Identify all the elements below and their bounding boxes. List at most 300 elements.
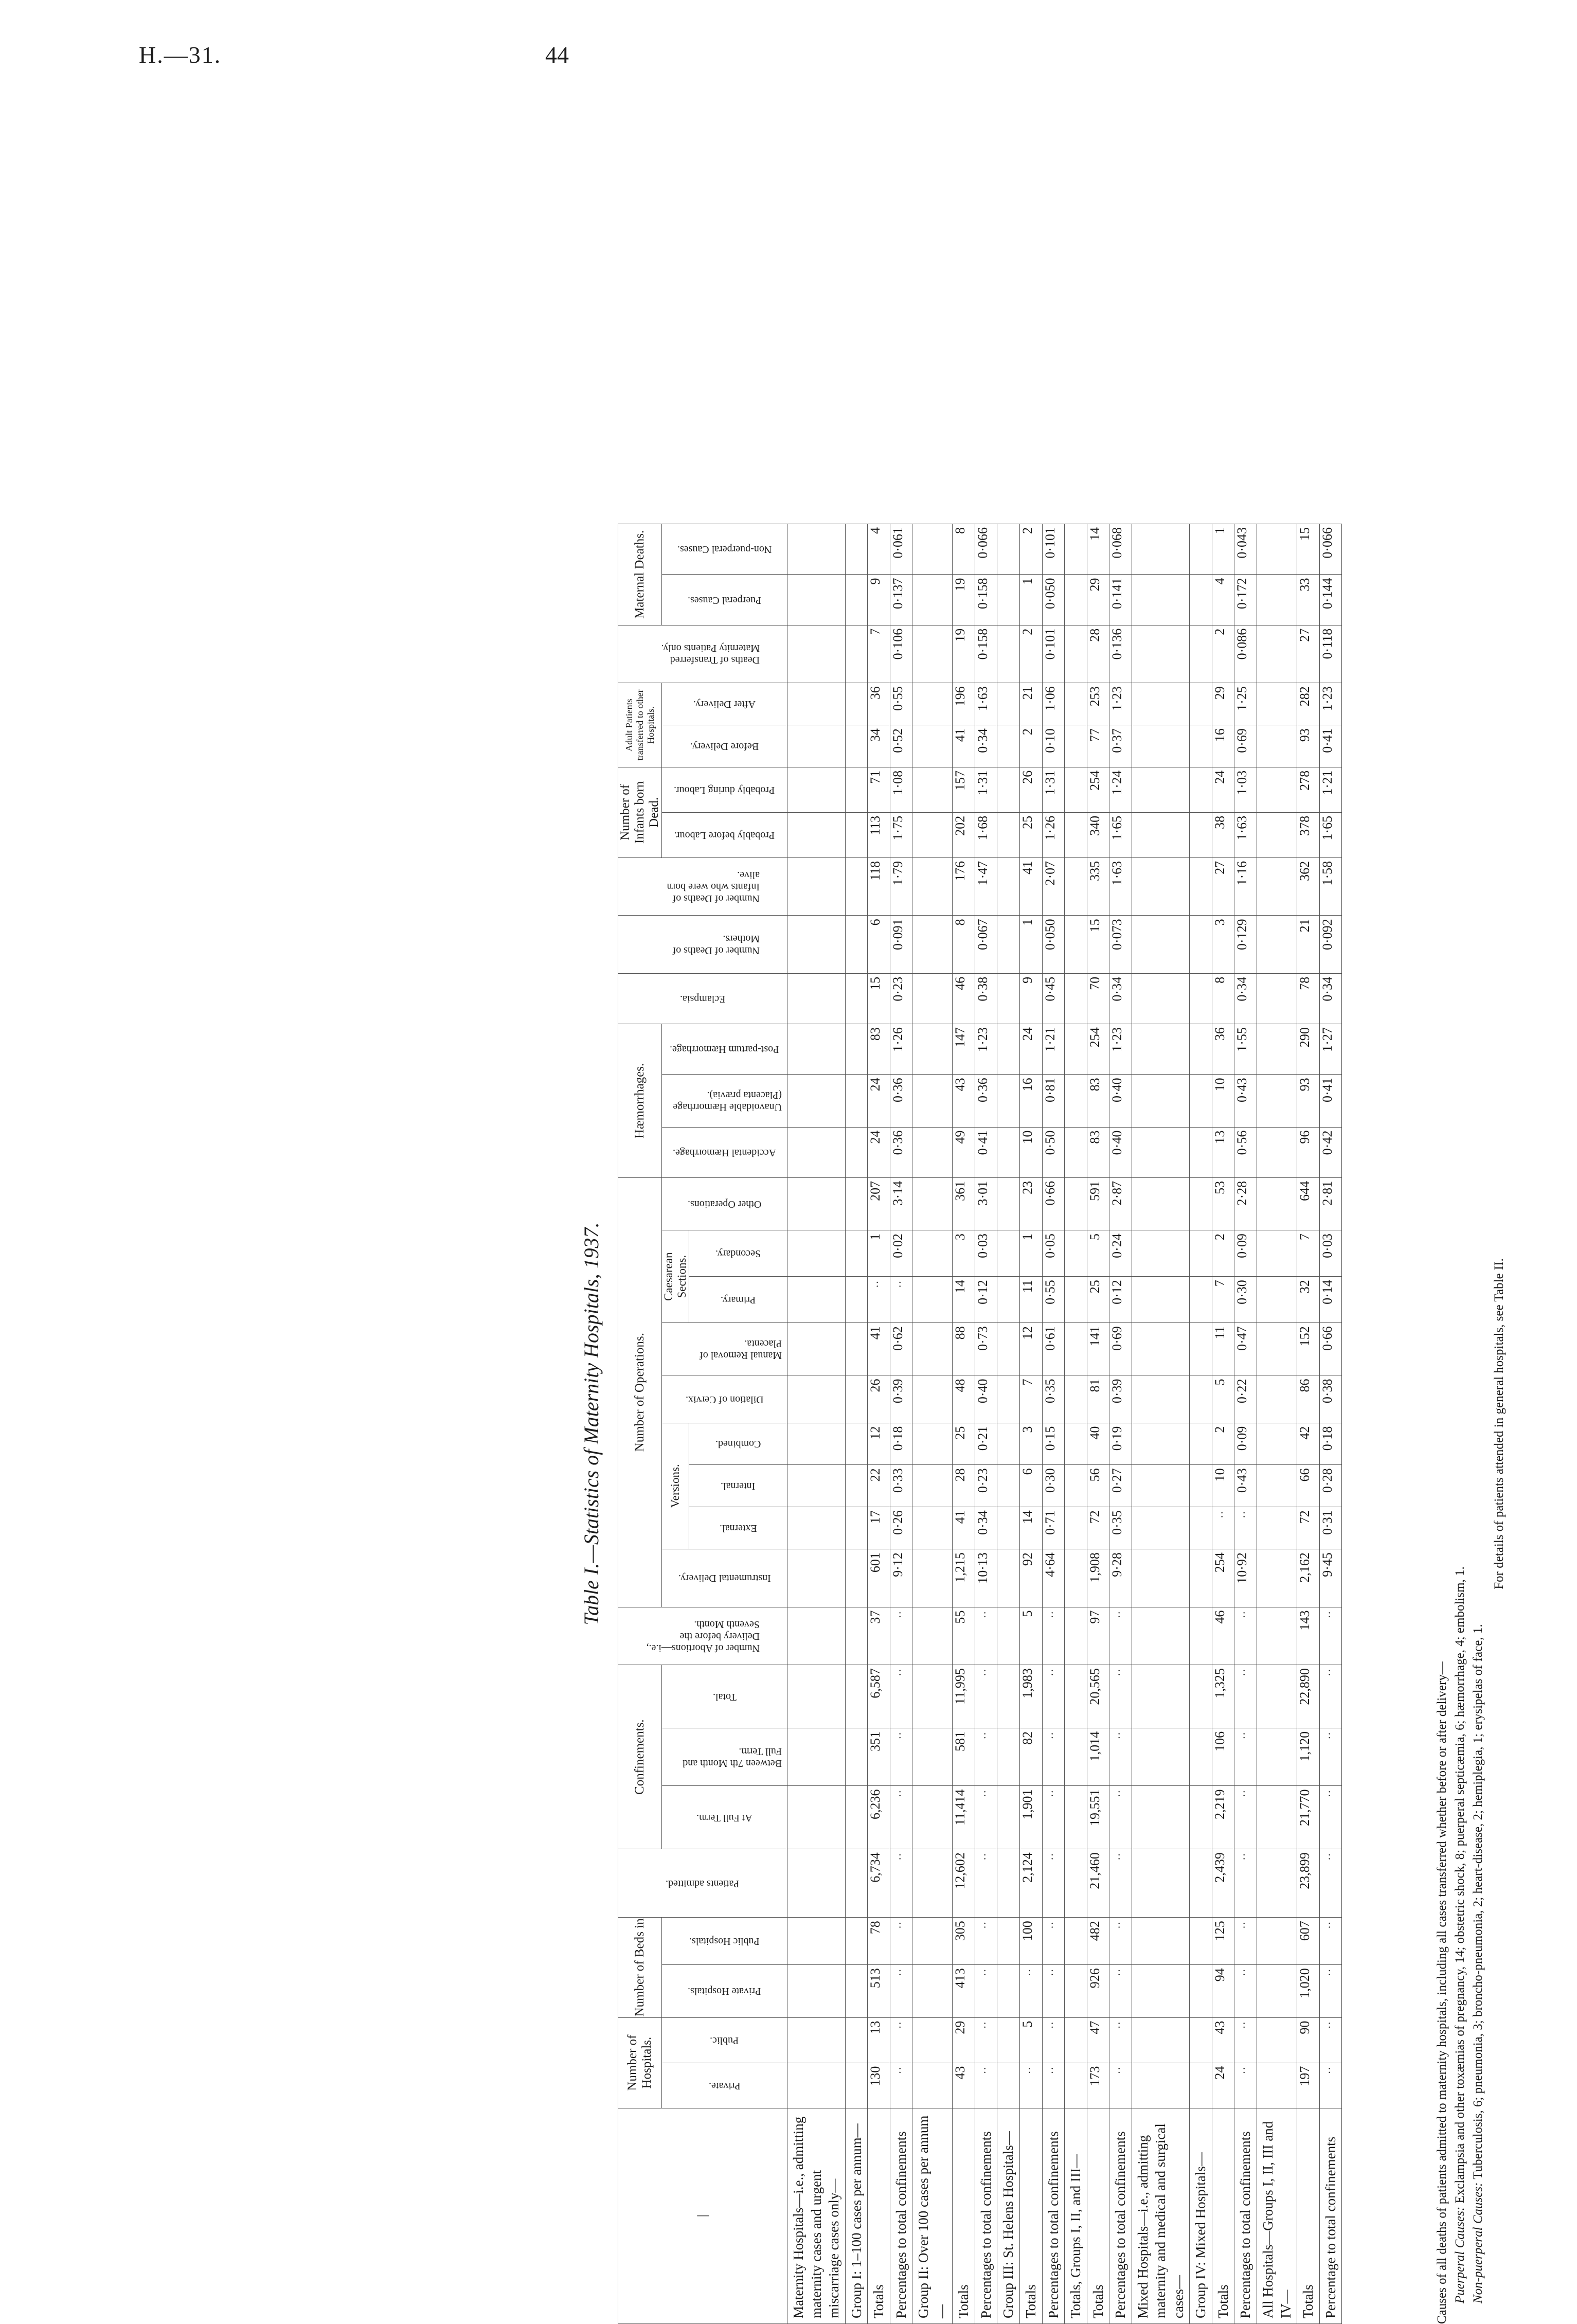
table-cell: .. bbox=[975, 1786, 997, 1849]
table-cell bbox=[912, 1277, 953, 1323]
table-cell bbox=[1190, 575, 1212, 625]
table-cell: 0·81 bbox=[1042, 1075, 1065, 1127]
operations-header: Number of Operations. bbox=[618, 1177, 662, 1607]
table-cell bbox=[912, 1423, 953, 1465]
table-cell: 40 bbox=[1087, 1423, 1109, 1465]
versions-header: Versions. bbox=[662, 1423, 689, 1549]
table-cell: .. bbox=[1042, 1965, 1065, 2017]
page-reference: H.—31. bbox=[139, 42, 222, 68]
table-cell: 78 bbox=[1297, 973, 1320, 1024]
table-cell bbox=[1257, 2017, 1297, 2063]
table-cell: .. bbox=[1042, 1665, 1065, 1728]
table-cell: .. bbox=[1319, 1965, 1342, 2017]
table-cell bbox=[1257, 1323, 1297, 1375]
table-cell bbox=[1190, 973, 1212, 1024]
table-cell: 0·38 bbox=[1319, 1375, 1342, 1423]
table-cell bbox=[1065, 812, 1087, 857]
maternal-deaths-header: Maternal Deaths. bbox=[618, 524, 662, 625]
internal-header: Internal. bbox=[689, 1465, 787, 1507]
table-cell: 47 bbox=[1087, 2017, 1109, 2063]
deaths-transferred-header: Deaths of Transferred Maternity Patients only. bbox=[618, 625, 787, 683]
table-cell: 6 bbox=[868, 916, 890, 974]
table-row bbox=[1212, 524, 1234, 2324]
table-cell bbox=[912, 2017, 953, 2063]
table-cell bbox=[997, 683, 1020, 725]
table-cell bbox=[1132, 1127, 1190, 1177]
table-cell: 0·36 bbox=[890, 1075, 912, 1127]
table-cell: 43 bbox=[1212, 2017, 1234, 2063]
table-cell: 0·137 bbox=[890, 575, 912, 625]
puerperal-header: Puerperal Causes. bbox=[662, 575, 787, 625]
table-cell: 0·43 bbox=[1234, 1075, 1257, 1127]
eclampsia-header: Eclampsia. bbox=[618, 973, 787, 1024]
table-cell: 9·12 bbox=[890, 1549, 912, 1607]
table-cell: 0·35 bbox=[1042, 1375, 1065, 1423]
table-cell bbox=[787, 1786, 846, 1849]
table-cell: 42 bbox=[1297, 1423, 1320, 1465]
table-cell: 143 bbox=[1297, 1607, 1320, 1665]
table-cell: .. bbox=[890, 1849, 912, 1918]
table-cell bbox=[1257, 1507, 1297, 1549]
table-cell: .. bbox=[1042, 2063, 1065, 2108]
table-row bbox=[1065, 524, 1087, 2324]
table-cell bbox=[845, 1665, 868, 1728]
table-cell bbox=[1132, 1665, 1190, 1728]
table-cell bbox=[1132, 1277, 1190, 1323]
infants-dead-header: Number of Infants born Dead. bbox=[618, 767, 662, 857]
table-cell bbox=[1065, 1728, 1087, 1786]
table-cell: 19 bbox=[953, 575, 975, 625]
table-cell: 86 bbox=[1297, 1375, 1320, 1423]
row-label: Totals bbox=[1297, 2108, 1320, 2323]
table-cell: 0·61 bbox=[1042, 1323, 1065, 1375]
table-cell bbox=[787, 1918, 846, 1965]
table-cell: 0·068 bbox=[1109, 524, 1132, 575]
deaths-infants-header: Number of Deaths of Infants who were born alive. bbox=[618, 857, 787, 916]
table-cell bbox=[1257, 1965, 1297, 2017]
table-cell: 28 bbox=[953, 1465, 975, 1507]
table-cell: 77 bbox=[1087, 725, 1109, 767]
table-cell: 0·22 bbox=[1234, 1375, 1257, 1423]
row-label: Percentages to total confinements bbox=[1042, 2108, 1065, 2323]
table-cell bbox=[1190, 1127, 1212, 1177]
table-cell bbox=[1190, 1465, 1212, 1507]
table-cell: 106 bbox=[1212, 1728, 1234, 1786]
table-cell bbox=[1190, 1918, 1212, 1965]
accidental-header: Accidental Hæmorrhage. bbox=[662, 1127, 787, 1177]
table-cell: 607 bbox=[1297, 1918, 1320, 1965]
table-cell: .. bbox=[1212, 1507, 1234, 1549]
table-cell: 5 bbox=[1212, 1375, 1234, 1423]
table-cell: 0·55 bbox=[890, 683, 912, 725]
table-cell: .. bbox=[890, 1665, 912, 1728]
table-cell bbox=[1257, 916, 1297, 974]
table-cell: 7 bbox=[1020, 1375, 1043, 1423]
table-cell bbox=[1065, 725, 1087, 767]
table-cell: 0·40 bbox=[1109, 1075, 1132, 1127]
table-cell: 1·68 bbox=[975, 812, 997, 857]
table-cell bbox=[1132, 1024, 1190, 1075]
table-cell: 1·63 bbox=[1109, 857, 1132, 916]
table-cell: 12,602 bbox=[953, 1849, 975, 1918]
table-cell: 10 bbox=[1212, 1075, 1234, 1127]
table-cell: 0·40 bbox=[975, 1375, 997, 1423]
table-cell bbox=[997, 1375, 1020, 1423]
table-cell: 36 bbox=[1212, 1024, 1234, 1075]
table-cell: 72 bbox=[1297, 1507, 1320, 1549]
table-cell: 0·31 bbox=[1319, 1507, 1342, 1549]
table-cell: 94 bbox=[1212, 1965, 1234, 2017]
table-cell bbox=[845, 767, 868, 812]
table-cell bbox=[1065, 1375, 1087, 1423]
table-cell: 0·45 bbox=[1042, 973, 1065, 1024]
table-cell: 1,901 bbox=[1020, 1786, 1043, 1849]
table-cell: 147 bbox=[953, 1024, 975, 1075]
dilation-header: Dilation of Cervix. bbox=[662, 1375, 787, 1423]
table-cell bbox=[787, 2017, 846, 2063]
manual-removal-header: Manual Removal of Placenta. bbox=[662, 1323, 787, 1375]
other-operations-header: Other Operations. bbox=[662, 1177, 787, 1230]
table-cell: 41 bbox=[953, 1507, 975, 1549]
table-cell: 0·050 bbox=[1042, 916, 1065, 974]
table-cell: 378 bbox=[1297, 812, 1320, 857]
table-cell bbox=[1190, 916, 1212, 974]
table-cell: 1·08 bbox=[890, 767, 912, 812]
table-cell: 29 bbox=[1087, 575, 1109, 625]
table-cell: 5 bbox=[1020, 2017, 1043, 2063]
table-cell: .. bbox=[890, 1786, 912, 1849]
table-cell: 118 bbox=[868, 857, 890, 916]
table-cell bbox=[845, 1375, 868, 1423]
table-cell: .. bbox=[1020, 1965, 1043, 2017]
table-cell bbox=[1065, 1786, 1087, 1849]
table-cell: 25 bbox=[953, 1423, 975, 1465]
table-cell bbox=[1257, 973, 1297, 1024]
table-cell: 926 bbox=[1087, 1965, 1109, 2017]
table-cell: 4·64 bbox=[1042, 1549, 1065, 1607]
table-cell bbox=[1132, 857, 1190, 916]
table-cell bbox=[787, 1965, 846, 2017]
row-label: Group IV: Mixed Hospitals— bbox=[1190, 2108, 1212, 2323]
row-label: Totals, Groups I, II, and III— bbox=[1065, 2108, 1087, 2323]
table-cell: 78 bbox=[868, 1918, 890, 1965]
table-cell: 100 bbox=[1020, 1918, 1043, 1965]
row-label: Maternity Hospitals—i.e., admitting maternity cases and urgent miscarriage cases only— bbox=[787, 2108, 846, 2323]
table-cell: 56 bbox=[1087, 1465, 1109, 1507]
table-cell bbox=[1132, 1918, 1190, 1965]
table-cell bbox=[912, 725, 953, 767]
table-cell: 27 bbox=[1212, 857, 1234, 916]
general-hospitals-note: For details of patients attended in general hospitals, see Table II. bbox=[1492, 1258, 1506, 1589]
table-cell bbox=[845, 1849, 868, 1918]
table-cell: 10·92 bbox=[1234, 1549, 1257, 1607]
table-cell: .. bbox=[1234, 2063, 1257, 2108]
table-cell: 482 bbox=[1087, 1918, 1109, 1965]
table-cell bbox=[1257, 1849, 1297, 1918]
table-cell: 3 bbox=[1212, 916, 1234, 974]
table-cell: 13 bbox=[868, 2017, 890, 2063]
table-cell bbox=[997, 812, 1020, 857]
table-cell: 41 bbox=[953, 725, 975, 767]
table-cell: 82 bbox=[1020, 1728, 1043, 1786]
table-cell: 7 bbox=[1297, 1230, 1320, 1277]
table-cell bbox=[997, 1230, 1020, 1277]
table-cell bbox=[787, 1849, 846, 1918]
table-cell bbox=[845, 1323, 868, 1375]
table-cell: 0·41 bbox=[1319, 1075, 1342, 1127]
caesarean-header: Caesarean Sections. bbox=[662, 1230, 689, 1323]
table-cell bbox=[787, 973, 846, 1024]
beds-private-header: Private Hospitals. bbox=[662, 1965, 787, 2017]
table-cell bbox=[845, 575, 868, 625]
table-cell: 0·41 bbox=[1319, 725, 1342, 767]
table-row bbox=[868, 524, 890, 2324]
table-cell: 0·101 bbox=[1042, 625, 1065, 683]
table-cell: .. bbox=[1109, 1849, 1132, 1918]
table-cell bbox=[1065, 1918, 1087, 1965]
table-cell bbox=[1190, 1849, 1212, 1918]
table-cell: 0·33 bbox=[890, 1465, 912, 1507]
table-cell: 48 bbox=[953, 1375, 975, 1423]
table-cell bbox=[1257, 767, 1297, 812]
table-cell bbox=[845, 725, 868, 767]
table-cell bbox=[997, 1507, 1020, 1549]
table-cell: 0·47 bbox=[1234, 1323, 1257, 1375]
table-cell bbox=[845, 812, 868, 857]
table-cell: 1·31 bbox=[1042, 767, 1065, 812]
table-cell: 88 bbox=[953, 1323, 975, 1375]
table-cell: 0·106 bbox=[890, 625, 912, 683]
table-cell: .. bbox=[1109, 1918, 1132, 1965]
table-cell: 21,770 bbox=[1297, 1786, 1320, 1849]
table-cell bbox=[997, 524, 1020, 575]
table-cell: 3·01 bbox=[975, 1177, 997, 1230]
table-cell: 0·62 bbox=[890, 1323, 912, 1375]
table-cell: 2 bbox=[1212, 1230, 1234, 1277]
table-row bbox=[912, 524, 953, 2324]
table-cell: 0·41 bbox=[975, 1127, 997, 1177]
table-cell: 152 bbox=[1297, 1323, 1320, 1375]
table-cell: .. bbox=[975, 1849, 997, 1918]
table-cell: .. bbox=[1319, 1607, 1342, 1665]
table-cell bbox=[997, 916, 1020, 974]
table-cell bbox=[1257, 1230, 1297, 1277]
table-cell: 36 bbox=[868, 683, 890, 725]
table-cell: 41 bbox=[1020, 857, 1043, 916]
table-cell bbox=[1257, 1665, 1297, 1728]
table-cell bbox=[912, 1507, 953, 1549]
table-cell: 9·45 bbox=[1319, 1549, 1342, 1607]
table-cell: 0·12 bbox=[975, 1277, 997, 1323]
table-cell bbox=[1190, 1607, 1212, 1665]
table-cell bbox=[787, 1277, 846, 1323]
table-cell: 7 bbox=[1212, 1277, 1234, 1323]
table-cell bbox=[1257, 1423, 1297, 1465]
table-cell: 1·16 bbox=[1234, 857, 1257, 916]
table-cell: 5 bbox=[1020, 1607, 1043, 1665]
table-cell: 1,014 bbox=[1087, 1728, 1109, 1786]
table-cell: 305 bbox=[953, 1918, 975, 1965]
table-cell bbox=[997, 1965, 1020, 2017]
causes-intro: Causes of all deaths of patients admitted to maternity hospitals, including all cases transferred whether before or after delivery— bbox=[1435, 1661, 1449, 2324]
table-cell: 41 bbox=[868, 1323, 890, 1375]
table-cell bbox=[912, 1323, 953, 1375]
table-cell: 0·36 bbox=[975, 1075, 997, 1127]
table-cell: 0·172 bbox=[1234, 575, 1257, 625]
table-cell: 0·23 bbox=[975, 1465, 997, 1507]
table-cell bbox=[1065, 1549, 1087, 1607]
table-cell bbox=[1065, 524, 1087, 575]
table-cell bbox=[787, 767, 846, 812]
table-cell: 0·18 bbox=[890, 1423, 912, 1465]
table-cell bbox=[912, 1665, 953, 1728]
table-cell bbox=[1065, 767, 1087, 812]
table-cell bbox=[1132, 1465, 1190, 1507]
during-labour-header: Probably during Labour. bbox=[662, 767, 787, 812]
table-cell bbox=[845, 2063, 868, 2108]
table-cell bbox=[1065, 625, 1087, 683]
table-cell bbox=[997, 2017, 1020, 2063]
table-cell: 19,551 bbox=[1087, 1786, 1109, 1849]
table-cell: 1·58 bbox=[1319, 857, 1342, 916]
table-body bbox=[787, 524, 1342, 2324]
table-cell bbox=[1065, 683, 1087, 725]
table-cell: .. bbox=[975, 1965, 997, 2017]
table-cell: 34 bbox=[868, 725, 890, 767]
table-cell: 1 bbox=[868, 1230, 890, 1277]
table-cell: 9 bbox=[1020, 973, 1043, 1024]
table-cell bbox=[787, 524, 846, 575]
table-cell: 2 bbox=[1212, 625, 1234, 683]
table-cell: .. bbox=[1234, 1665, 1257, 1728]
table-cell: 0·42 bbox=[1319, 1127, 1342, 1177]
abortions-header: Number of Abortions—i.e., Delivery before the Seventh Month. bbox=[618, 1607, 787, 1665]
table-cell bbox=[1190, 767, 1212, 812]
instrumental-header: Instrumental Delivery. bbox=[662, 1549, 787, 1607]
table-cell: 1·26 bbox=[890, 1024, 912, 1075]
table-cell bbox=[997, 1549, 1020, 1607]
non-puerperal-note: Non-puerperal Causes: Tuberculosis, 6; pneumonia, 3; broncho-pneumonia, 2; heart-disease, 2; hemiplegia, 1; erysipelas of face, 1. bbox=[1471, 1624, 1485, 2303]
table-cell: 16 bbox=[1212, 725, 1234, 767]
table-cell: 340 bbox=[1087, 812, 1109, 857]
table-cell: 0·38 bbox=[975, 973, 997, 1024]
table-cell: 11 bbox=[1020, 1277, 1043, 1323]
table-cell: 207 bbox=[868, 1177, 890, 1230]
table-cell bbox=[997, 767, 1020, 812]
table-cell: 83 bbox=[868, 1024, 890, 1075]
table-cell: 362 bbox=[1297, 857, 1320, 916]
table-cell: .. bbox=[1109, 1607, 1132, 1665]
table-cell: 1 bbox=[1020, 916, 1043, 974]
table-cell: .. bbox=[1042, 1728, 1065, 1786]
table-cell bbox=[787, 1423, 846, 1465]
table-cell: 0·26 bbox=[890, 1507, 912, 1549]
table-row bbox=[787, 524, 846, 2324]
postpartum-header: Post-partum Hæmorrhage. bbox=[662, 1024, 787, 1075]
table-cell: 27 bbox=[1297, 625, 1320, 683]
table-cell: 1·03 bbox=[1234, 767, 1257, 812]
before-labour-header: Probably before Labour. bbox=[662, 812, 787, 857]
table-cell: 2 bbox=[1020, 725, 1043, 767]
table-cell: 581 bbox=[953, 1728, 975, 1786]
table-cell: 1·47 bbox=[975, 857, 997, 916]
table-cell: 0·24 bbox=[1109, 1230, 1132, 1277]
row-label: Percentages to total confinements bbox=[890, 2108, 912, 2323]
table-cell bbox=[997, 1277, 1020, 1323]
table-cell: 14 bbox=[1020, 1507, 1043, 1549]
rotated-table-block bbox=[569, 524, 1577, 2324]
table-cell: .. bbox=[1020, 2063, 1043, 2108]
table-cell bbox=[787, 1549, 846, 1607]
table-cell bbox=[787, 2063, 846, 2108]
table-cell bbox=[1257, 575, 1297, 625]
table-cell bbox=[845, 1965, 868, 2017]
table-cell: .. bbox=[1234, 1849, 1257, 1918]
table-row bbox=[1234, 524, 1257, 2324]
table-cell: 0·03 bbox=[1319, 1230, 1342, 1277]
table-cell: 28 bbox=[1087, 625, 1109, 683]
table-cell: 14 bbox=[1087, 524, 1109, 575]
table-cell: 21 bbox=[1020, 683, 1043, 725]
table-cell bbox=[1132, 2017, 1190, 2063]
table-cell: 3 bbox=[953, 1230, 975, 1277]
table-cell: 282 bbox=[1297, 683, 1320, 725]
table-cell: .. bbox=[975, 1607, 997, 1665]
table-cell: 513 bbox=[868, 1965, 890, 2017]
table-cell: 0·66 bbox=[1042, 1177, 1065, 1230]
table-cell: 0·21 bbox=[975, 1423, 997, 1465]
table-cell bbox=[912, 683, 953, 725]
table-cell: 2·07 bbox=[1042, 857, 1065, 916]
table-cell bbox=[845, 1728, 868, 1786]
table-cell bbox=[1190, 1323, 1212, 1375]
table-cell: 0·66 bbox=[1319, 1323, 1342, 1375]
table-cell bbox=[1132, 812, 1190, 857]
table-row bbox=[1190, 524, 1212, 2324]
table-cell: 0·066 bbox=[1319, 524, 1342, 575]
table-cell: 0·30 bbox=[1042, 1465, 1065, 1507]
table-cell bbox=[1065, 857, 1087, 916]
table-cell: .. bbox=[1042, 1607, 1065, 1665]
table-cell bbox=[997, 725, 1020, 767]
row-label: Mixed Hospitals—i.e., admitting maternity and medical and surgical cases— bbox=[1132, 2108, 1190, 2323]
table-cell: .. bbox=[890, 1607, 912, 1665]
table-cell bbox=[1190, 2063, 1212, 2108]
table-cell: 32 bbox=[1297, 1277, 1320, 1323]
table-cell: 53 bbox=[1212, 1177, 1234, 1230]
table-cell: 9 bbox=[868, 575, 890, 625]
table-cell bbox=[787, 725, 846, 767]
table-cell: .. bbox=[975, 1665, 997, 1728]
table-cell: 0·066 bbox=[975, 524, 997, 575]
table-cell bbox=[1190, 1665, 1212, 1728]
table-cell bbox=[1190, 1549, 1212, 1607]
table-cell bbox=[1190, 1075, 1212, 1127]
table-cell: 0·09 bbox=[1234, 1230, 1257, 1277]
table-cell bbox=[845, 1507, 868, 1549]
table-cell: 0·09 bbox=[1234, 1423, 1257, 1465]
table-cell: 22,890 bbox=[1297, 1665, 1320, 1728]
table-cell: 2 bbox=[1020, 524, 1043, 575]
table-cell: 0·27 bbox=[1109, 1465, 1132, 1507]
table-cell: 33 bbox=[1297, 575, 1320, 625]
table-cell: .. bbox=[1109, 1665, 1132, 1728]
table-cell: 38 bbox=[1212, 812, 1234, 857]
table-cell: 1·21 bbox=[1319, 767, 1342, 812]
table-cell: 0·14 bbox=[1319, 1277, 1342, 1323]
table-cell: 0·129 bbox=[1234, 916, 1257, 974]
table-cell: 25 bbox=[1020, 812, 1043, 857]
